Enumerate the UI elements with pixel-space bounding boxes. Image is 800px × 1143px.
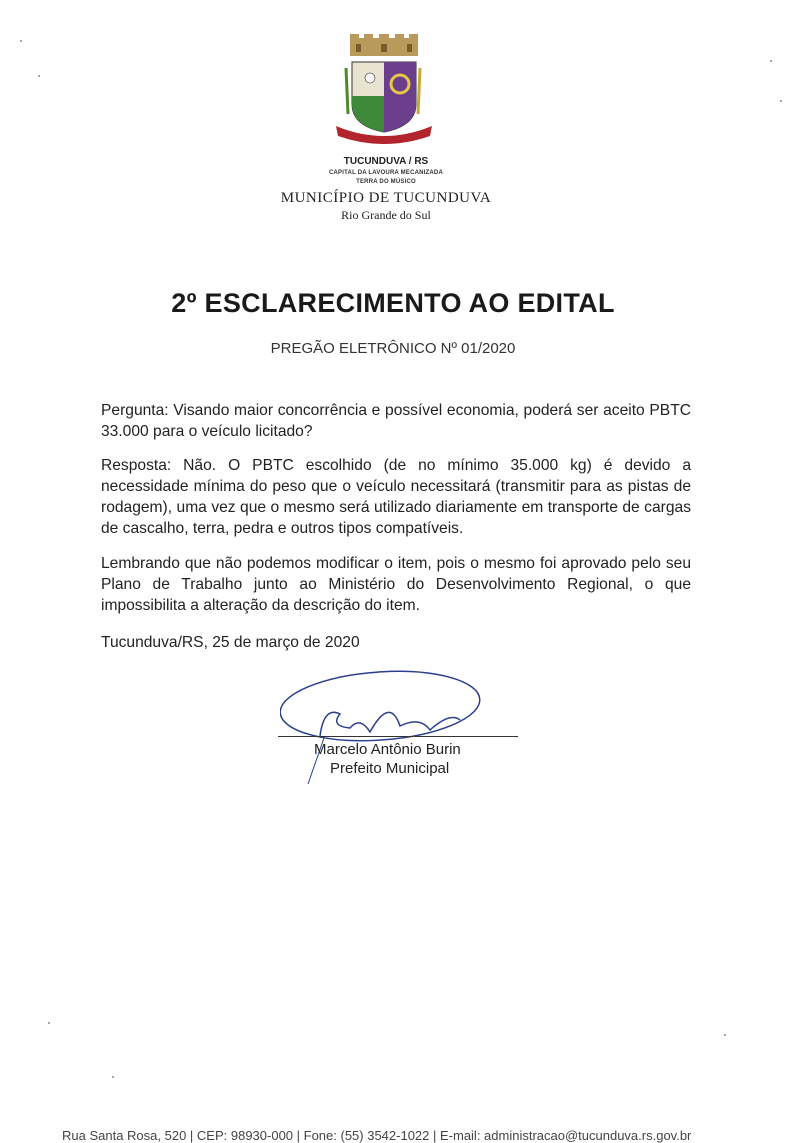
note-paragraph: Lembrando que não podemos modificar o item, pois o mesmo foi aprovado pelo seu Plano de Trabalho junto ao Ministério do Desenvolvimento Regional, o que impossibilita a alteração da descrição do item. bbox=[101, 555, 691, 614]
scan-speck bbox=[20, 40, 22, 42]
answer-paragraph: Resposta: Não. O PBTC escolhido (de no mínimo 35.000 kg) é devido a necessidade mínima do peso que o veículo necessitará (transmitir para as pistas de rodagem), uma vez que o mesmo será utilizado diariamente em transporte de cargas de cascalho, terra, pedra e outros tipos compatíveis. bbox=[101, 457, 691, 537]
scan-speck bbox=[48, 1022, 50, 1024]
coat-of-arms-icon bbox=[334, 34, 434, 146]
city-label: TUCUNDUVA / RS bbox=[343, 156, 429, 167]
document-title: 2º ESCLARECIMENTO AO EDITAL bbox=[171, 288, 615, 318]
scan-speck bbox=[770, 60, 772, 62]
signer-role: Prefeito Municipal bbox=[330, 760, 450, 777]
municipal-crest bbox=[334, 34, 434, 146]
scan-speck bbox=[724, 1034, 726, 1036]
signature-line bbox=[278, 736, 518, 737]
municipality-name: MUNICÍPIO DE TUCUNDUVA bbox=[280, 190, 492, 206]
place-date: Tucunduva/RS, 25 de março de 2020 bbox=[101, 634, 360, 651]
state-name: Rio Grande do Sul bbox=[341, 208, 431, 222]
scan-speck bbox=[780, 100, 782, 102]
slogan-line-1: CAPITAL DA LAVOURA MECANIZADA bbox=[328, 170, 444, 176]
footer-contact: Rua Santa Rosa, 520 | CEP: 98930-000 | Fone: (55) 3542-1022 | E-mail: administracao@tucunduva.rs.gov.br bbox=[62, 1128, 692, 1143]
question-paragraph: Pergunta: Visando maior concorrência e possível economia, poderá ser aceito PBTC 33.000 para o veículo licitado? bbox=[101, 402, 691, 440]
signer-name: Marcelo Antônio Burin bbox=[314, 741, 461, 758]
scan-speck bbox=[112, 1076, 114, 1078]
scan-speck bbox=[38, 75, 40, 77]
document-subtitle: PREGÃO ELETRÔNICO Nº 01/2020 bbox=[270, 340, 516, 357]
slogan-line-2: TERRA DO MÚSICO bbox=[356, 179, 416, 185]
